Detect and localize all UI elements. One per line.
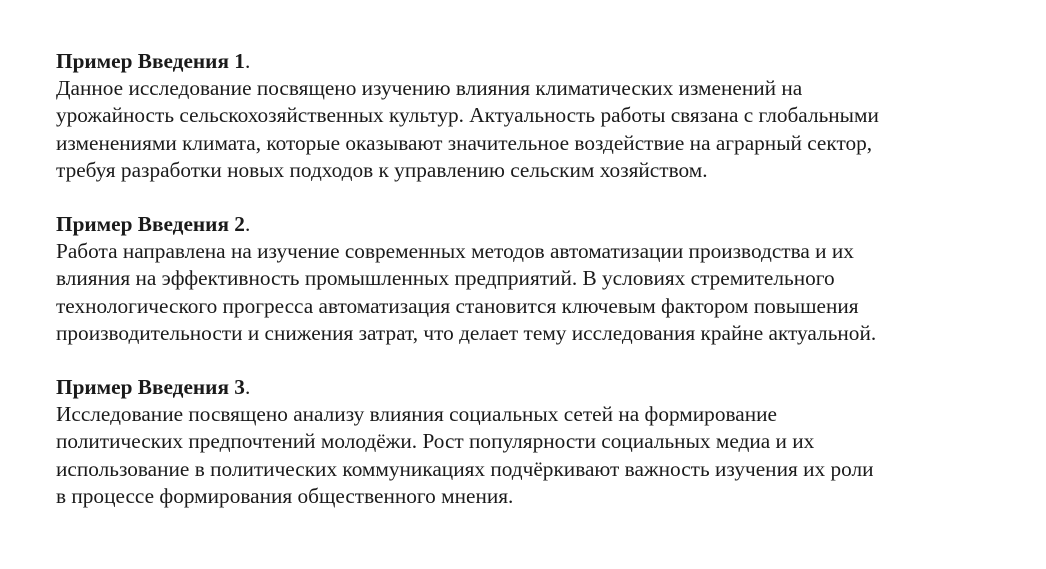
- paragraph-line: изменениями климата, которые оказывают значительное воздействие на аграрный сектор,: [56, 130, 873, 155]
- paragraph-line: в процессе формирования общественного мнения.: [56, 483, 514, 508]
- example-3: [56, 374, 1016, 510]
- paragraph-line: политических предпочтений молодёжи. Рост популярности социальных медиа и их: [56, 429, 815, 454]
- paragraph-line: технологического прогресса автоматизация становится ключевым фактором повышения: [56, 293, 859, 318]
- example-heading-text: Пример Введения 3: [56, 375, 245, 400]
- document-page: [56, 48, 1016, 537]
- paragraph-line: Исследование посвящено анализу влияния социальных сетей на формирование: [56, 402, 777, 427]
- example-heading: [56, 211, 1016, 238]
- paragraph-line: Работа направлена на изучение современных методов автоматизации производства и их: [56, 239, 854, 264]
- paragraph-line: использование в политических коммуникациях подчёркивают важность изучения их роли: [56, 456, 874, 481]
- example-2: [56, 211, 1016, 347]
- paragraph-line: производительности и снижения затрат, что делает тему исследования крайне актуальной.: [56, 320, 877, 345]
- example-heading-text: Пример Введения 2: [56, 212, 245, 237]
- paragraph-line: влияния на эффективность промышленных предприятий. В условиях стремительного: [56, 266, 835, 291]
- paragraph-line: Данное исследование посвящено изучению влияния климатических изменений на: [56, 76, 803, 101]
- paragraph-line: урожайность сельскохозяйственных культур. Актуальность работы связана с глобальными: [56, 103, 879, 128]
- example-heading: [56, 374, 1016, 401]
- example-heading-suffix: .: [244, 375, 251, 400]
- example-heading-text: Пример Введения 1: [56, 49, 245, 73]
- example-heading-suffix: .: [244, 49, 251, 73]
- example-heading-suffix: .: [244, 212, 251, 237]
- example-heading: [56, 48, 1016, 75]
- paragraph-line: требуя разработки новых подходов к управлению сельским хозяйством.: [56, 157, 708, 182]
- example-1: [56, 48, 1016, 184]
